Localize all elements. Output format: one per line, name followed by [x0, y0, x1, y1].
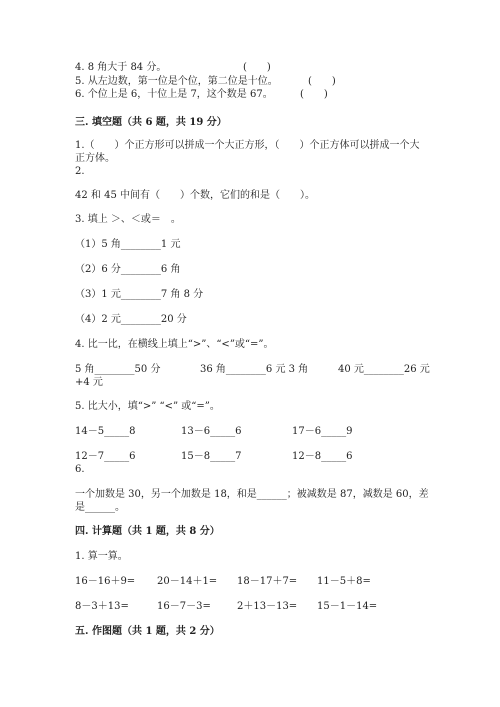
compare-item: 15－8_____7: [181, 451, 242, 462]
section-heading-draw: 五. 作图题（共 1 题，共 2 分）: [75, 626, 220, 637]
fill-q3: 3. 填上 ＞、＜或＝ 。: [75, 214, 181, 225]
compare-item: 13－6_____6: [181, 426, 242, 437]
section-heading-fill: 三. 填空题（共 6 题，共 19 分）: [75, 117, 227, 128]
fill-q4-item: 5 角________50 分: [75, 364, 161, 375]
calc-item: 16－16＋9=: [75, 576, 136, 587]
calc-q1: 1. 算一算。: [75, 551, 128, 562]
fill-q6-line1: 一个加数是 30，另一个加数是 18，和是______；被减数是 87，减数是 60，差: [75, 489, 429, 500]
calc-item: 2＋13－13=: [237, 601, 298, 612]
fill-q2-number: 2.: [75, 166, 85, 177]
fill-q4: 4. 比一比，在横线上填上“>”、“<”或“=”。: [75, 339, 274, 350]
calc-item: 8－3＋13=: [75, 601, 129, 612]
judge-q6: 6. 个位上是 6，十位上是 7，这个数是 67。: [75, 89, 273, 100]
fill-q3-item: （2）6 分________6 角: [75, 264, 181, 275]
fill-q4-item: 40 元________26 元: [338, 364, 430, 375]
answer-paren: ( ): [243, 62, 271, 73]
section-heading-calc: 四. 计算题（共 1 题，共 8 分）: [75, 526, 220, 537]
compare-item: 17－6_____9: [292, 426, 353, 437]
compare-item: 12－8_____6: [292, 451, 353, 462]
judge-q5: 5. 从左边数，第一位是个位，第二位是十位。: [75, 76, 278, 87]
calc-item: 18－17＋7=: [237, 576, 298, 587]
fill-q4-item: 36 角________6 元 3 角: [200, 364, 309, 375]
calc-item: 11－5＋8=: [317, 576, 371, 587]
calc-item: 20－14＋1=: [157, 576, 218, 587]
judge-q4: 4. 8 角大于 84 分。: [75, 62, 167, 73]
fill-q3-item: （4）2 元________20 分: [75, 314, 187, 325]
fill-q3-item: （3）1 元________7 角 8 分: [75, 289, 204, 300]
fill-q6-number: 6.: [75, 464, 85, 475]
fill-q4-tail: +4 元: [75, 377, 103, 388]
fill-q1-line2: 正方体。: [75, 153, 115, 164]
fill-q3-item: （1）5 角________1 元: [75, 239, 181, 250]
calc-item: 15－1－14=: [317, 601, 378, 612]
fill-q5: 5. 比大小，填“>” “<” 或“=”。: [75, 401, 220, 412]
answer-paren: ( ): [300, 89, 328, 100]
compare-item: 12－7_____6: [75, 451, 136, 462]
fill-q1-line1: 1.（ ）个正方形可以拼成一个大正方形，（ ）个正方体可以拼成一个大: [75, 140, 420, 151]
fill-q6-line2: 是______。: [75, 502, 125, 513]
fill-q2-text: 42 和 45 中间有（ ）个数，它们的和是（ ）。: [75, 190, 315, 201]
compare-item: 14－5_____8: [75, 426, 136, 437]
calc-item: 16－7－3=: [157, 601, 211, 612]
answer-paren: ( ): [308, 76, 336, 87]
